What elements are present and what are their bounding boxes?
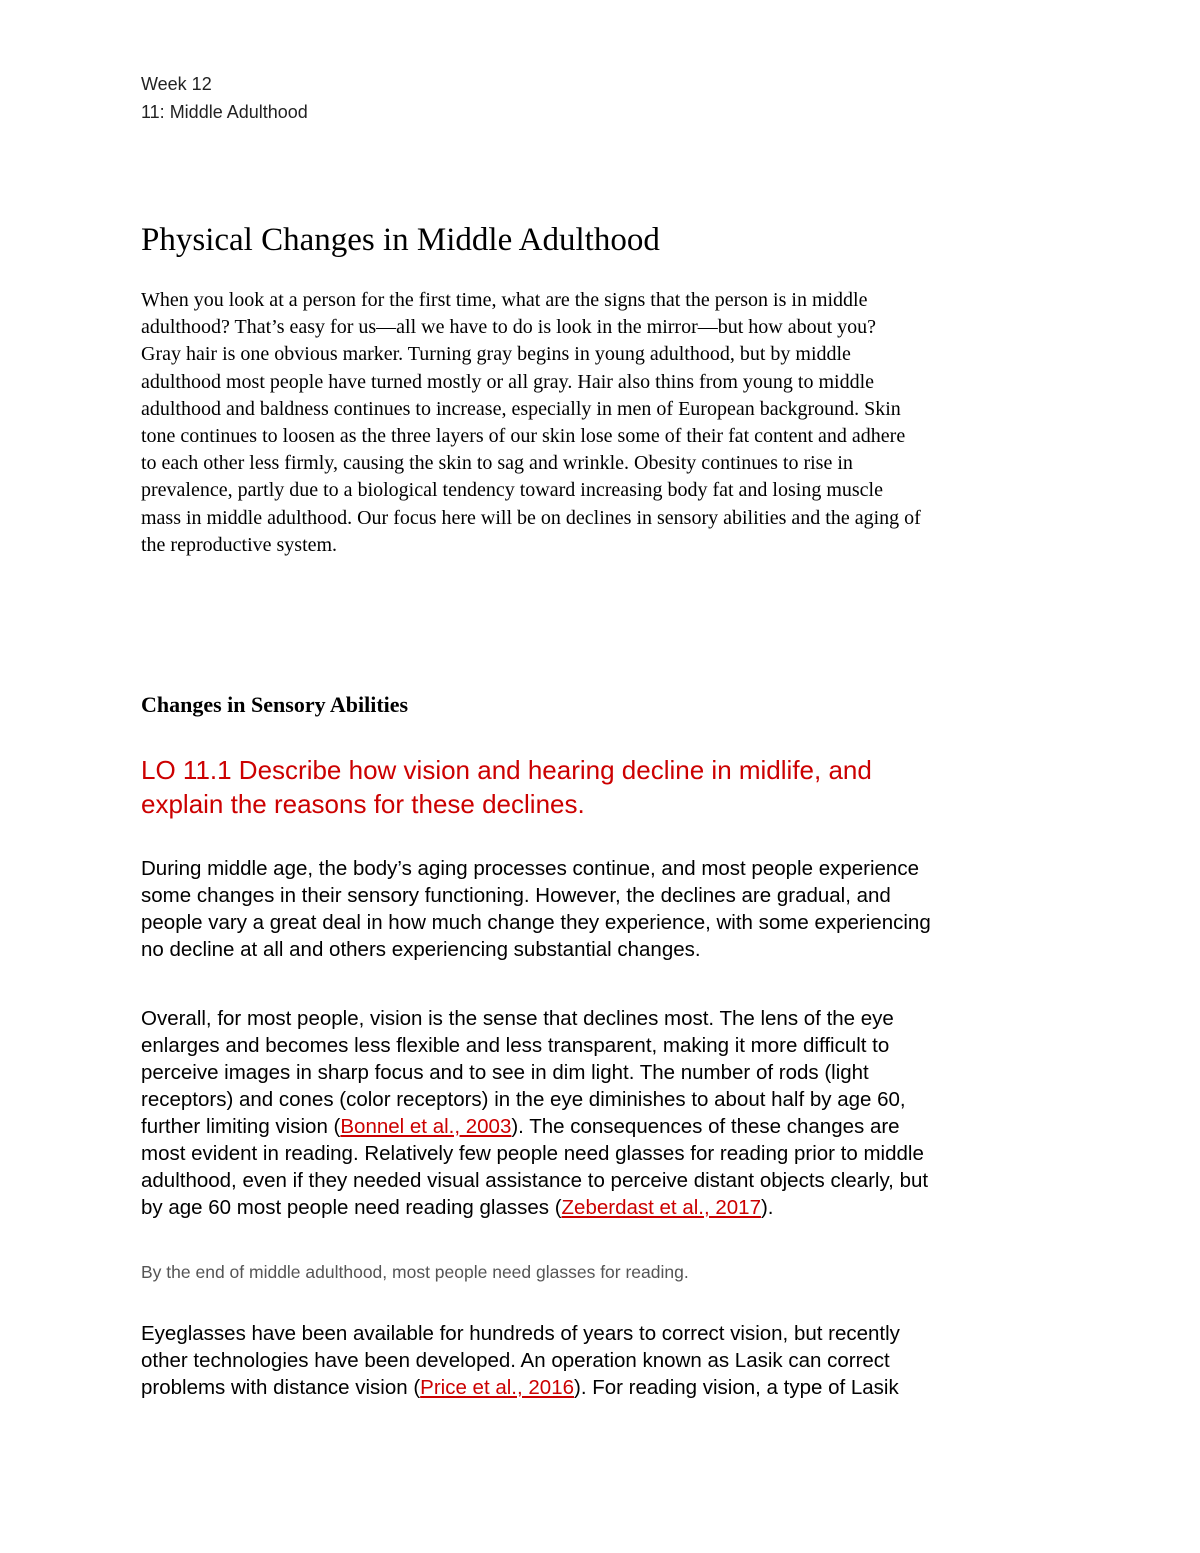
paragraph-line: other technologies have been developed. An operation known as Lasik can correct	[141, 1349, 890, 1372]
intro-line: to each other less firmly, causing the skin to sag and wrinkle. Obesity continues to rise in	[141, 452, 853, 475]
paragraph-sensory-intro	[141, 855, 1071, 963]
image-caption: By the end of middle adulthood, most people need glasses for reading.	[141, 1262, 689, 1282]
paragraph-line: receptors) and cones (color receptors) in the eye diminishes to about half by age 60,	[141, 1088, 906, 1111]
paragraph-line: enlarges and becomes less flexible and less transparent, making it more difficult to	[141, 1034, 890, 1057]
paragraph-line: further limiting vision (	[141, 1115, 341, 1138]
citation-link-price[interactable]: Price et al., 2016	[420, 1376, 574, 1399]
paragraph-line: adulthood, even if they needed visual assistance to perceive distant objects clearly, but	[141, 1169, 929, 1192]
intro-line: adulthood? That’s easy for us—all we have to do is look in the mirror—but how about you?	[141, 316, 877, 339]
intro-line: prevalence, partly due to a biological tendency toward increasing body fat and losing muscle	[141, 479, 883, 502]
page-title: Physical Changes in Middle Adulthood	[141, 222, 660, 258]
paragraph-vision	[141, 1005, 1071, 1221]
intro-line: When you look at a person for the first time, what are the signs that the person is in middle	[141, 289, 868, 311]
intro-line: Gray hair is one obvious marker. Turning gray begins in young adulthood, but by middle	[141, 343, 851, 366]
citation-link-bonnel[interactable]: Bonnel et al., 2003	[340, 1115, 512, 1138]
intro-line: mass in middle adulthood. Our focus here will be on declines in sensory abilities and the aging of	[141, 506, 921, 529]
intro-line: the reproductive system.	[141, 533, 338, 556]
intro-paragraph	[141, 287, 1071, 559]
paragraph-eyeglasses	[141, 1320, 1071, 1401]
intro-line: adulthood and baldness continues to increase, especially in men of European background. Skin	[141, 397, 901, 420]
paragraph-line: ). The consequences of these changes are	[511, 1115, 900, 1138]
intro-line: tone continues to loosen as the three layers of our skin lose some of their fat content and adhere	[141, 425, 906, 448]
paragraph-line: most evident in reading. Relatively few people need glasses for reading prior to middle	[141, 1142, 924, 1165]
chapter-label: 11: Middle Adulthood	[141, 102, 308, 122]
learning-objective	[141, 753, 1021, 821]
lo-line: explain the reasons for these declines.	[141, 789, 585, 819]
paragraph-line: Eyeglasses have been available for hundreds of years to correct vision, but recently	[141, 1322, 900, 1345]
paragraph-line: ).	[760, 1196, 774, 1219]
paragraph-line: perceive images in sharp focus and to see in dim light. The number of rods (light	[141, 1061, 869, 1084]
lo-line: LO 11.1 Describe how vision and hearing decline in midlife, and	[141, 755, 872, 785]
paragraph-line: problems with distance vision (	[141, 1376, 421, 1399]
paragraph-line: no decline at all and others experiencing substantial changes.	[141, 938, 701, 961]
document-page	[141, 70, 1071, 1399]
paragraph-line: Overall, for most people, vision is the sense that declines most. The lens of the eye	[141, 1007, 894, 1030]
citation-link-zeberdast[interactable]: Zeberdast et al., 2017	[561, 1196, 761, 1219]
section-heading: Changes in Sensory Abilities	[141, 692, 409, 717]
paragraph-line: During middle age, the body’s aging processes continue, and most people experience	[141, 857, 919, 880]
week-label: Week 12	[141, 74, 212, 94]
paragraph-line: by age 60 most people need reading glasses (	[141, 1196, 562, 1219]
paragraph-line: people vary a great deal in how much change they experience, with some experiencing	[141, 911, 931, 934]
intro-line: adulthood most people have turned mostly or all gray. Hair also thins from young to middle	[141, 370, 875, 393]
paragraph-line: ). For reading vision, a type of Lasik	[574, 1376, 899, 1399]
paragraph-line: some changes in their sensory functioning. However, the declines are gradual, and	[141, 884, 891, 907]
